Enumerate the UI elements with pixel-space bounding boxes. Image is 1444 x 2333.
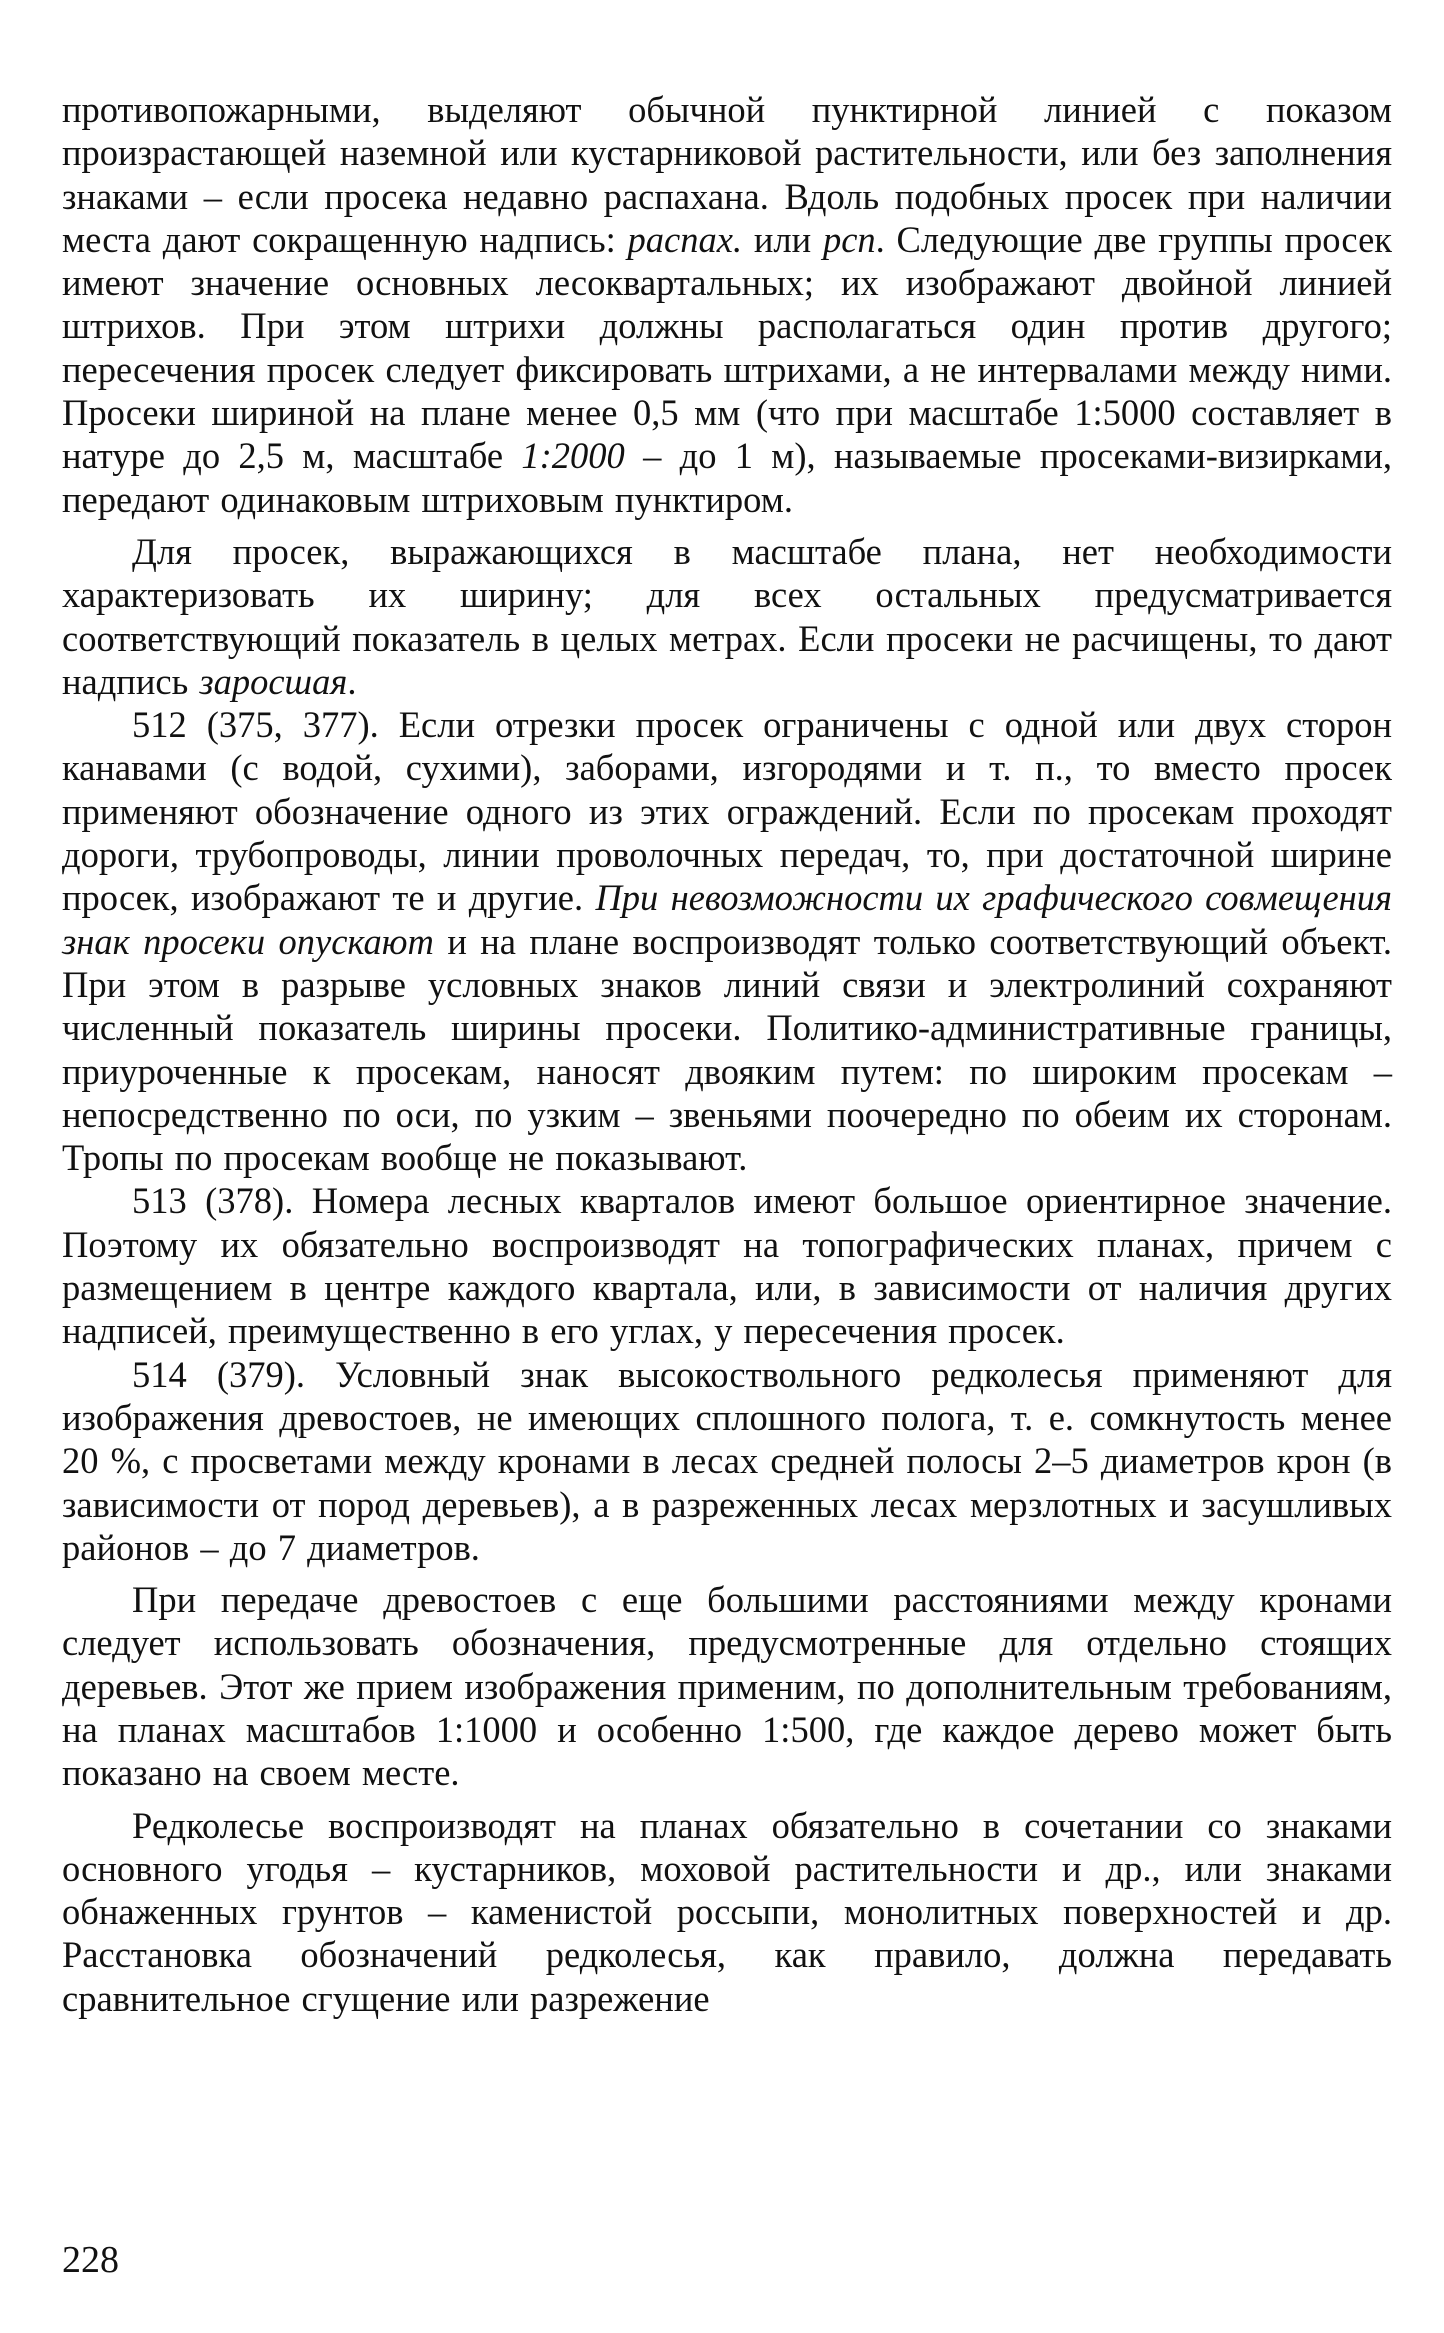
text-run: Редколесье воспроизводят на планах обязательно в сочетании со знаками основного угодья – кустарников, моховой растительности и др., или знаками обнаженных грунтов – каменистой россыпи, монолитных поверхностей и др. Расстановка обозначений редколесья, как правило, должна передавать сравнительное сгущение или разрежение — [62, 1804, 1392, 2019]
text-run: 514 (379). Условный знак высокоствольного редколесья применяют для изображения древостоев, не имеющих сплошного полога, т. е. сомкнутость менее 20 %, с просветами между кронами в лесах средней полосы 2–5 диаметров крон (в зависимости от пород деревьев), а в разреженных лесах мерзлотных и засушливых районов – до 7 диаметров. — [62, 1353, 1392, 1568]
text-run: При передаче древостоев с еще большими расстояниями между кронами следует использовать обозначения, предусмотренные для отдельно стоящих деревьев. Этот же прием изображения применим, по дополнительным требованиям, на планах масштабов 1:1000 и особенно 1:500, где каждое дерево может быть показано на своем месте. — [62, 1579, 1392, 1794]
italic-run: рсп — [822, 218, 876, 260]
italic-run: распах. — [627, 218, 743, 260]
italic-run: заросшая — [199, 660, 348, 702]
text-run: и на плане воспроизводят только соответствующий объект. При этом в разрыве условных знаков линий связи и электролиний сохраняют численный показатель ширины просеки. Политико-административные границы, приуроченные к просекам, наносят двояким путем: по широким просекам – непосредственно по оси, по узким – звеньями поочередно по обеим их сторонам. Тропы по просекам вообще не показывают. — [62, 920, 1392, 1179]
text-run: или — [742, 218, 823, 260]
paragraph-513 — [62, 1179, 1392, 1352]
paragraph-continuation — [62, 88, 1392, 521]
paragraph-512 — [62, 703, 1392, 1179]
text-run: 512 (375, 377). Если отрезки просек ограничены с одной или двух сторон канавами (с водой, сухими), заборами, изгородями и т. п., то вместо просек применяют обозначение одного из этих ограждений. Если по просекам проходят дороги, трубопроводы, линии проволочных передач, то, при достаточной ширине просек, изображают те и другие. — [62, 704, 1392, 919]
text-run: – до 1 м), называемые просеками-визирками, передают одинаковым штриховым пунктиром. — [62, 435, 1392, 520]
paragraph-514 — [62, 1353, 1392, 1569]
page-body — [62, 88, 1392, 2020]
text-run: 513 (378). Номера лесных кварталов имеют большое ориентирное значение. Поэтому их обязательно воспроизводят на топографических планах, причем с размещением в центре каждого квартала, или, в зависимости от наличия других надписей, преимущественно в его углах, у пересечения просек. — [62, 1180, 1392, 1352]
text-run: противопожарными, выделяют обычной пунктирной линией с показом произрастающей наземной или кустарниковой растительности, или без заполнения знаками – если просека недавно распахана. Вдоль подобных просек при наличии места дают сокращенную надпись: — [62, 89, 1392, 260]
paragraph-sparse-trees — [62, 1578, 1392, 1794]
paragraph-clearing-width — [62, 530, 1392, 703]
page-number: 228 — [62, 2239, 119, 2281]
text-run: Для просек, выражающихся в масштабе плана, нет необходимости характеризовать их ширину; для всех остальных предусматривается соответствующий показатель в целых метрах. Если просеки не расчищены, то дают надпись — [62, 530, 1392, 702]
paragraph-open-woodland — [62, 1804, 1392, 2020]
text-run: . — [347, 660, 357, 702]
italic-run: При невозможности их графического совмещения знак просеки опускают — [62, 877, 1393, 962]
italic-run: 1:2000 — [521, 435, 625, 477]
text-run: . Следующие две группы просек имеют значение основных лесоквартальных; их изображают двойной линией штрихов. При этом штрихи должны располагаться один против другого; пересечения просек следует фиксировать штрихами, а не интервалами между ними. Просеки шириной на плане менее 0,5 мм (что при масштабе 1:5000 составляет в натуре до 2,5 м, масштабе — [62, 218, 1393, 477]
